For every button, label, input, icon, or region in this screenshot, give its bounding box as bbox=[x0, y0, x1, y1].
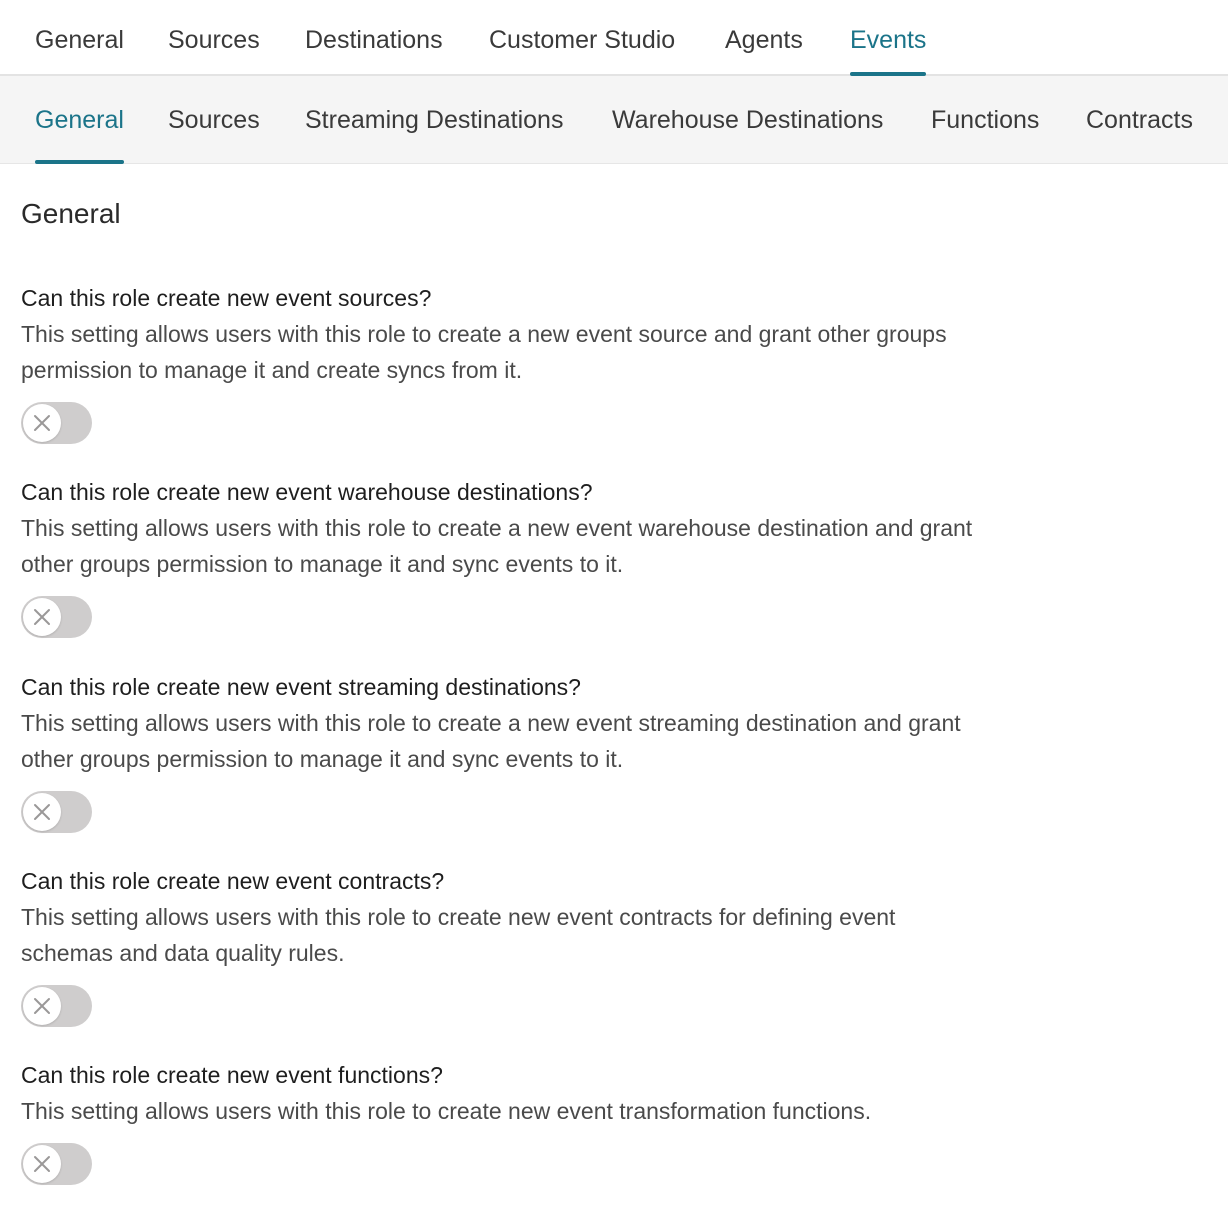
sub-nav-tabs bbox=[0, 76, 1228, 164]
tab-general[interactable]: General bbox=[35, 26, 124, 54]
setting-description-line: This setting allows users with this role to create new event contracts for defining event bbox=[21, 904, 896, 930]
setting-description bbox=[21, 705, 1081, 777]
toggle-event-streaming-destinations[interactable] bbox=[21, 791, 92, 833]
toggle-event-sources[interactable] bbox=[21, 402, 92, 444]
setting-description-line: other groups permission to manage it and sync events to it. bbox=[21, 746, 624, 772]
tab-sources[interactable]: Sources bbox=[168, 26, 260, 54]
close-icon bbox=[32, 413, 52, 433]
tab-agents[interactable]: Agents bbox=[725, 26, 803, 54]
toggle-knob bbox=[23, 987, 61, 1025]
setting-title: Can this role create new event streaming destinations? bbox=[21, 674, 581, 700]
section-title: General bbox=[21, 198, 121, 229]
setting-description-line: This setting allows users with this role to create new event transformation functions. bbox=[21, 1098, 872, 1124]
close-icon bbox=[32, 607, 52, 627]
setting-description-line: This setting allows users with this role to create a new event source and grant other groups bbox=[21, 321, 947, 347]
toggle-event-functions[interactable] bbox=[21, 1143, 92, 1185]
toggle-event-contracts[interactable] bbox=[21, 985, 92, 1027]
subtab-warehouse-destinations[interactable]: Warehouse Destinations bbox=[612, 106, 884, 134]
setting-description bbox=[21, 899, 1081, 971]
setting-description-line: This setting allows users with this role to create a new event streaming destination and grant bbox=[21, 710, 961, 736]
tab-customer-studio[interactable]: Customer Studio bbox=[489, 26, 676, 54]
subtab-contracts[interactable]: Contracts bbox=[1086, 106, 1193, 134]
toggle-knob bbox=[23, 404, 61, 442]
setting-title: Can this role create new event functions? bbox=[21, 1062, 443, 1088]
setting-title: Can this role create new event sources? bbox=[21, 285, 432, 311]
close-icon bbox=[32, 996, 52, 1016]
setting-event-warehouse-destinations bbox=[21, 476, 1081, 582]
setting-description-line: other groups permission to manage it and sync events to it. bbox=[21, 551, 624, 577]
toggle-knob bbox=[23, 1145, 61, 1183]
subtab-functions[interactable]: Functions bbox=[931, 106, 1040, 134]
setting-description-line: This setting allows users with this role to create a new event warehouse destination and grant bbox=[21, 515, 973, 541]
tab-events[interactable]: Events bbox=[850, 0, 926, 74]
setting-title: Can this role create new event warehouse destinations? bbox=[21, 479, 593, 505]
subtab-streaming-destinations[interactable]: Streaming Destinations bbox=[305, 106, 564, 134]
tab-destinations[interactable]: Destinations bbox=[305, 26, 443, 54]
subtab-general[interactable]: General bbox=[35, 76, 124, 163]
setting-event-functions bbox=[21, 1059, 1081, 1129]
subtab-sources[interactable]: Sources bbox=[168, 106, 260, 134]
setting-description bbox=[21, 316, 1081, 388]
close-icon bbox=[32, 802, 52, 822]
top-nav-tabs bbox=[0, 0, 1228, 76]
toggle-event-warehouse-destinations[interactable] bbox=[21, 596, 92, 638]
setting-title: Can this role create new event contracts? bbox=[21, 868, 445, 894]
setting-event-streaming-destinations bbox=[21, 671, 1081, 777]
toggle-knob bbox=[23, 793, 61, 831]
setting-description-line: permission to manage it and create syncs from it. bbox=[21, 357, 523, 383]
setting-description bbox=[21, 510, 1081, 582]
setting-event-contracts bbox=[21, 865, 1081, 971]
close-icon bbox=[32, 1154, 52, 1174]
setting-description-line: schemas and data quality rules. bbox=[21, 940, 345, 966]
toggle-knob bbox=[23, 598, 61, 636]
setting-event-sources bbox=[21, 282, 1081, 388]
setting-description bbox=[21, 1093, 1081, 1129]
